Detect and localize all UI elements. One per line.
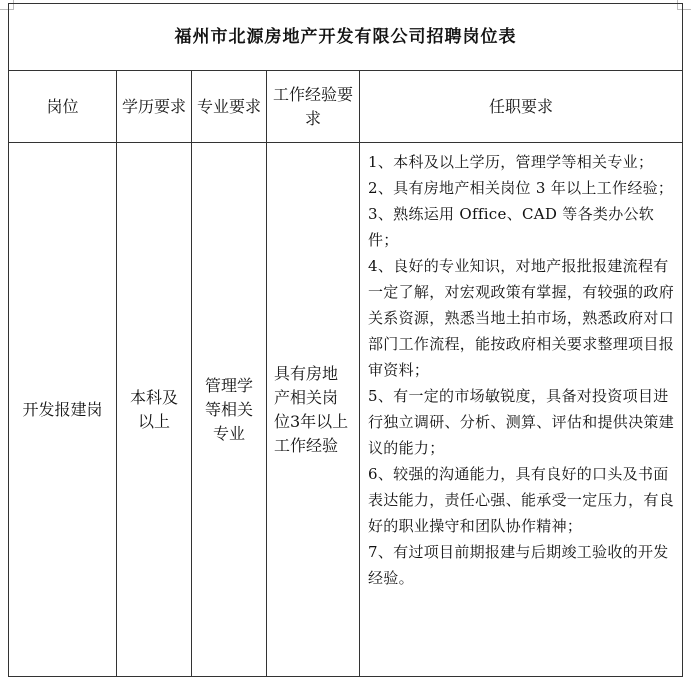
cell-position: 开发报建岗 bbox=[9, 143, 117, 677]
cell-major: 管理学等相关专业 bbox=[192, 143, 267, 677]
requirement-item: 1、本科及以上学历，管理学等相关专业； bbox=[368, 153, 654, 171]
requirement-item: 3、熟练运用 Office、CAD 等各类办公软件； bbox=[368, 205, 655, 249]
requirement-item: 4、良好的专业知识，对地产报批报建流程有一定了解，对宏观政策有掌握，有较强的政府关系资源，熟悉当地土拍市场，熟悉政府对口部门工作流程，能按政府相关要求整理项目报审资料； bbox=[368, 257, 675, 379]
recruitment-table bbox=[8, 3, 683, 677]
cell-education: 本科及以上 bbox=[117, 143, 192, 677]
requirement-item: 2、具有房地产相关岗位 3 年以上工作经验； bbox=[368, 179, 674, 197]
cell-requirements bbox=[360, 143, 683, 677]
header-experience: 工作经验要求 bbox=[267, 71, 360, 143]
cell-experience: 具有房地产相关岗位3年以上工作经验 bbox=[267, 143, 360, 677]
requirement-item: 5、有一定的市场敏锐度，具备对投资项目进行独立调研、分析、测算、评估和提供决策建议的能力； bbox=[368, 387, 675, 457]
table-title: 福州市北源房地产开发有限公司招聘岗位表 bbox=[9, 4, 683, 71]
header-position: 岗位 bbox=[9, 71, 117, 143]
header-requirements: 任职要求 bbox=[360, 71, 683, 143]
requirement-item: 7、有过项目前期报建与后期竣工验收的开发经验。 bbox=[368, 543, 669, 587]
header-education: 学历要求 bbox=[117, 71, 192, 143]
requirement-item: 6、较强的沟通能力，具有良好的口头及书面表达能力，责任心强、能承受一定压力，有良好的职业操守和团队协作精神； bbox=[368, 465, 675, 535]
header-major: 专业要求 bbox=[192, 71, 267, 143]
